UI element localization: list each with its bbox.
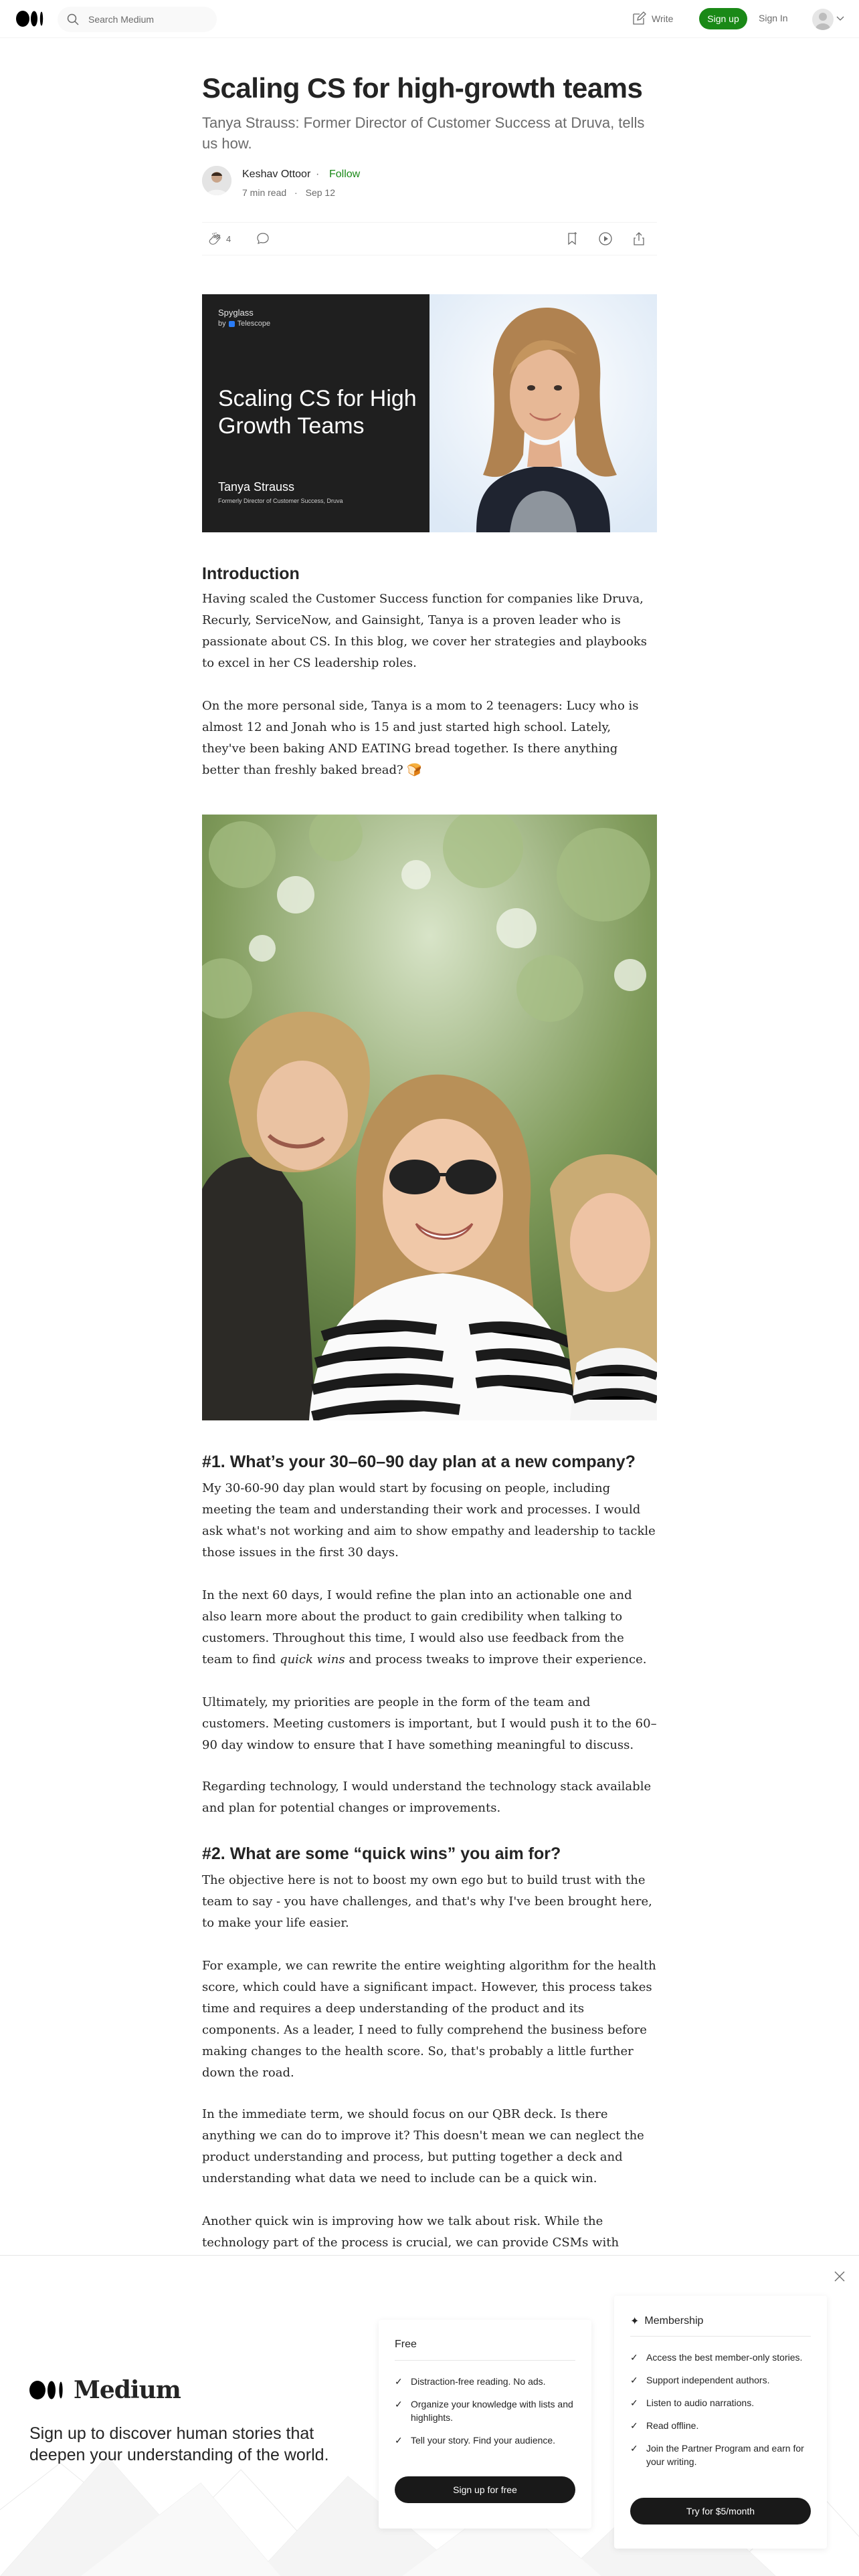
user-icon <box>812 9 834 30</box>
comment-icon <box>256 231 270 246</box>
hero-title: Scaling CS for High Growth Teams <box>218 386 417 439</box>
section-heading: #2. What are some “quick wins” you aim for? <box>202 1844 561 1863</box>
membership-feature-text: Listen to audio narrations. <box>646 2397 755 2408</box>
meta-separator: · <box>294 187 298 198</box>
author-name[interactable]: Keshav Ottoor <box>242 169 311 180</box>
try-membership-button[interactable]: Try for $5/month <box>630 2498 811 2525</box>
share-button[interactable] <box>632 231 646 246</box>
membership-plan-title <box>630 2315 703 2328</box>
search-input[interactable] <box>58 7 217 32</box>
bookmark-icon <box>565 231 579 246</box>
check-icon: ✓ <box>630 2352 638 2363</box>
article-subtitle: Tanya Strauss: Former Director of Customer Success at Druva, tells us how. <box>202 114 645 152</box>
author-avatar-image <box>202 166 231 195</box>
free-feature-text: Tell your story. Find your audience. <box>411 2435 556 2446</box>
author-separator: · <box>316 169 320 180</box>
medium-wordmark: Medium <box>74 2376 181 2404</box>
emphasis-text: quick wins <box>280 1652 345 1667</box>
search-icon <box>67 13 79 25</box>
free-plan-card <box>379 2320 591 2529</box>
divider <box>395 2360 575 2361</box>
write-button[interactable] <box>632 11 673 27</box>
free-plan-title-text: Free <box>395 2339 417 2350</box>
search-placeholder: Search Medium <box>88 14 155 25</box>
medium-logo-icon[interactable] <box>16 9 47 28</box>
clap-count: 4 <box>226 233 231 244</box>
paragraph <box>202 1585 657 1671</box>
paragraph: Ultimately, my priorities are people in the form of the team and customers. Meeting customers is important, but I would push it to the 60–90 day window to ensure that I have something meaningful to discuss. <box>202 1695 657 1752</box>
hero-role: Formerly Director of Customer Success, Druva <box>218 498 343 504</box>
telescope-logo-icon <box>229 321 235 327</box>
signup-free-button[interactable]: Sign up for free <box>395 2476 575 2503</box>
signin-link[interactable]: Sign In <box>759 13 788 23</box>
hero-byline <box>218 320 270 328</box>
comment-button[interactable] <box>256 231 270 246</box>
signup-button[interactable]: Sign up <box>699 8 747 29</box>
membership-feature-text: Join the Partner Program and earn for your writing. <box>646 2443 804 2467</box>
star-icon: ✦ <box>630 2316 640 2327</box>
medium-brand <box>29 2376 181 2404</box>
check-icon: ✓ <box>630 2397 638 2408</box>
membership-feature-item <box>630 2396 811 2409</box>
listen-button[interactable] <box>598 231 613 246</box>
hero-image <box>202 294 657 532</box>
play-icon <box>598 231 613 246</box>
membership-feature-text: Read offline. <box>646 2420 699 2431</box>
publish-date: Sep 12 <box>305 187 335 198</box>
author-avatar[interactable] <box>202 166 231 195</box>
membership-feature-item <box>630 2419 811 2432</box>
check-icon: ✓ <box>395 2399 403 2409</box>
article-meta <box>242 187 335 198</box>
article-action-bar <box>202 222 657 255</box>
free-feature-text: Organize your knowledge with lists and highlights. <box>411 2399 573 2423</box>
signup-overlay <box>0 2255 859 2576</box>
hero-portrait <box>430 294 657 532</box>
paragraph: In the immediate term, we should focus on our QBR deck. Is there anything we can do to improve it? This doesn't mean we can neglect the product understanding and process, but putting together a deck and understanding what data we need to include can be a quick win. <box>202 2107 644 2185</box>
follow-button[interactable]: Follow <box>329 169 361 180</box>
paragraph-text: In the next 60 days, I would refine the plan into an actionable one and also learn more about the product to gain credibility when talking to customers. Throughout this time, I would also use feedback from the team to find <box>202 1588 632 1667</box>
write-icon <box>632 11 646 26</box>
membership-feature-item <box>630 2351 811 2364</box>
medium-logo-icon <box>29 2379 67 2401</box>
paragraph: My 30-60-90 day plan would start by focusing on people, including meeting the team and understanding their work and processes. I would ask what's not working and aim to show empathy and leadership to tackle those issues in the first 30 days. <box>202 1481 656 1560</box>
top-navigation <box>0 0 859 38</box>
membership-plan-title-text: Membership <box>644 2315 704 2327</box>
close-icon[interactable] <box>834 2270 846 2282</box>
divider <box>630 2336 811 2337</box>
section-heading: #1. What’s your 30–60–90 day plan at a new company? <box>202 1453 636 1471</box>
chevron-down-icon[interactable] <box>836 16 844 21</box>
free-feature-item <box>395 2397 575 2424</box>
check-icon: ✓ <box>630 2375 638 2385</box>
paragraph: Regarding technology, I would understand the technology stack available and plan for potential changes or improvements. <box>202 1780 652 1815</box>
hero-by-company: Telescope <box>237 320 271 328</box>
read-time: 7 min read <box>242 187 287 198</box>
clap-icon <box>207 231 222 246</box>
user-menu-avatar[interactable] <box>812 9 834 30</box>
free-plan-title <box>395 2339 417 2351</box>
article-title: Scaling CS for high-growth teams <box>202 72 643 104</box>
free-feature-text: Distraction-free reading. No ads. <box>411 2376 546 2387</box>
membership-plan-card <box>614 2296 827 2549</box>
signup-tagline: Sign up to discover human stories that deepen your understanding of the world. <box>29 2424 329 2464</box>
paragraph: The objective here is not to boost my own ego but to build trust with the team to say - you have challenges, and that's why I've been brought here, to make your life easier. <box>202 1873 652 1930</box>
check-icon: ✓ <box>395 2435 403 2446</box>
free-feature-item <box>395 2375 575 2388</box>
family-photo <box>202 815 657 1420</box>
membership-feature-text: Access the best member-only stories. <box>646 2352 803 2363</box>
paragraph: On the more personal side, Tanya is a mom to 2 teenagers: Lucy who is almost 12 and Jonah who is 15 and just started high school. Lately, they've been baking AND EATING bread together. Is there anything better than freshly baked bread? 🍞 <box>202 699 639 777</box>
hero-banner <box>202 294 430 532</box>
paragraph-text: and process tweaks to improve their experience. <box>349 1652 647 1667</box>
hero-brand: Spyglass <box>218 308 254 318</box>
portrait-illustration <box>430 294 657 532</box>
membership-feature-item <box>630 2442 811 2468</box>
membership-feature-item <box>630 2373 811 2387</box>
free-feature-item <box>395 2434 575 2447</box>
clap-button[interactable] <box>207 231 231 246</box>
hero-name: Tanya Strauss <box>218 480 295 494</box>
check-icon: ✓ <box>630 2443 638 2454</box>
paragraph: Another quick win is improving how we talk about risk. While the technology part of the process is crucial, we can provide CSMs with <box>202 2214 619 2250</box>
bookmark-button[interactable] <box>565 231 579 246</box>
section-heading: Introduction <box>202 564 300 583</box>
membership-feature-text: Support independent authors. <box>646 2375 770 2385</box>
check-icon: ✓ <box>630 2420 638 2431</box>
write-label: Write <box>652 13 674 24</box>
check-icon: ✓ <box>395 2376 403 2387</box>
family-photo-illustration <box>202 815 657 1420</box>
hero-by-prefix: by <box>218 320 226 328</box>
paragraph: For example, we can rewrite the entire weighting algorithm for the health score, which could have a significant impact. However, this process takes time and requires a deep understanding of the product and its components. As a leader, I need to fully comprehend the business before making changes to the health score. So, that's probably a little further down the road. <box>202 1959 656 2080</box>
paragraph: Having scaled the Customer Success function for companies like Druva, Recurly, ServiceNow, and Gainsight, Tanya is a proven leader who is passionate about CS. In this blog, we cover her strategies and playbooks to excel in her CS leadership roles. <box>202 592 647 670</box>
share-icon <box>632 231 646 246</box>
